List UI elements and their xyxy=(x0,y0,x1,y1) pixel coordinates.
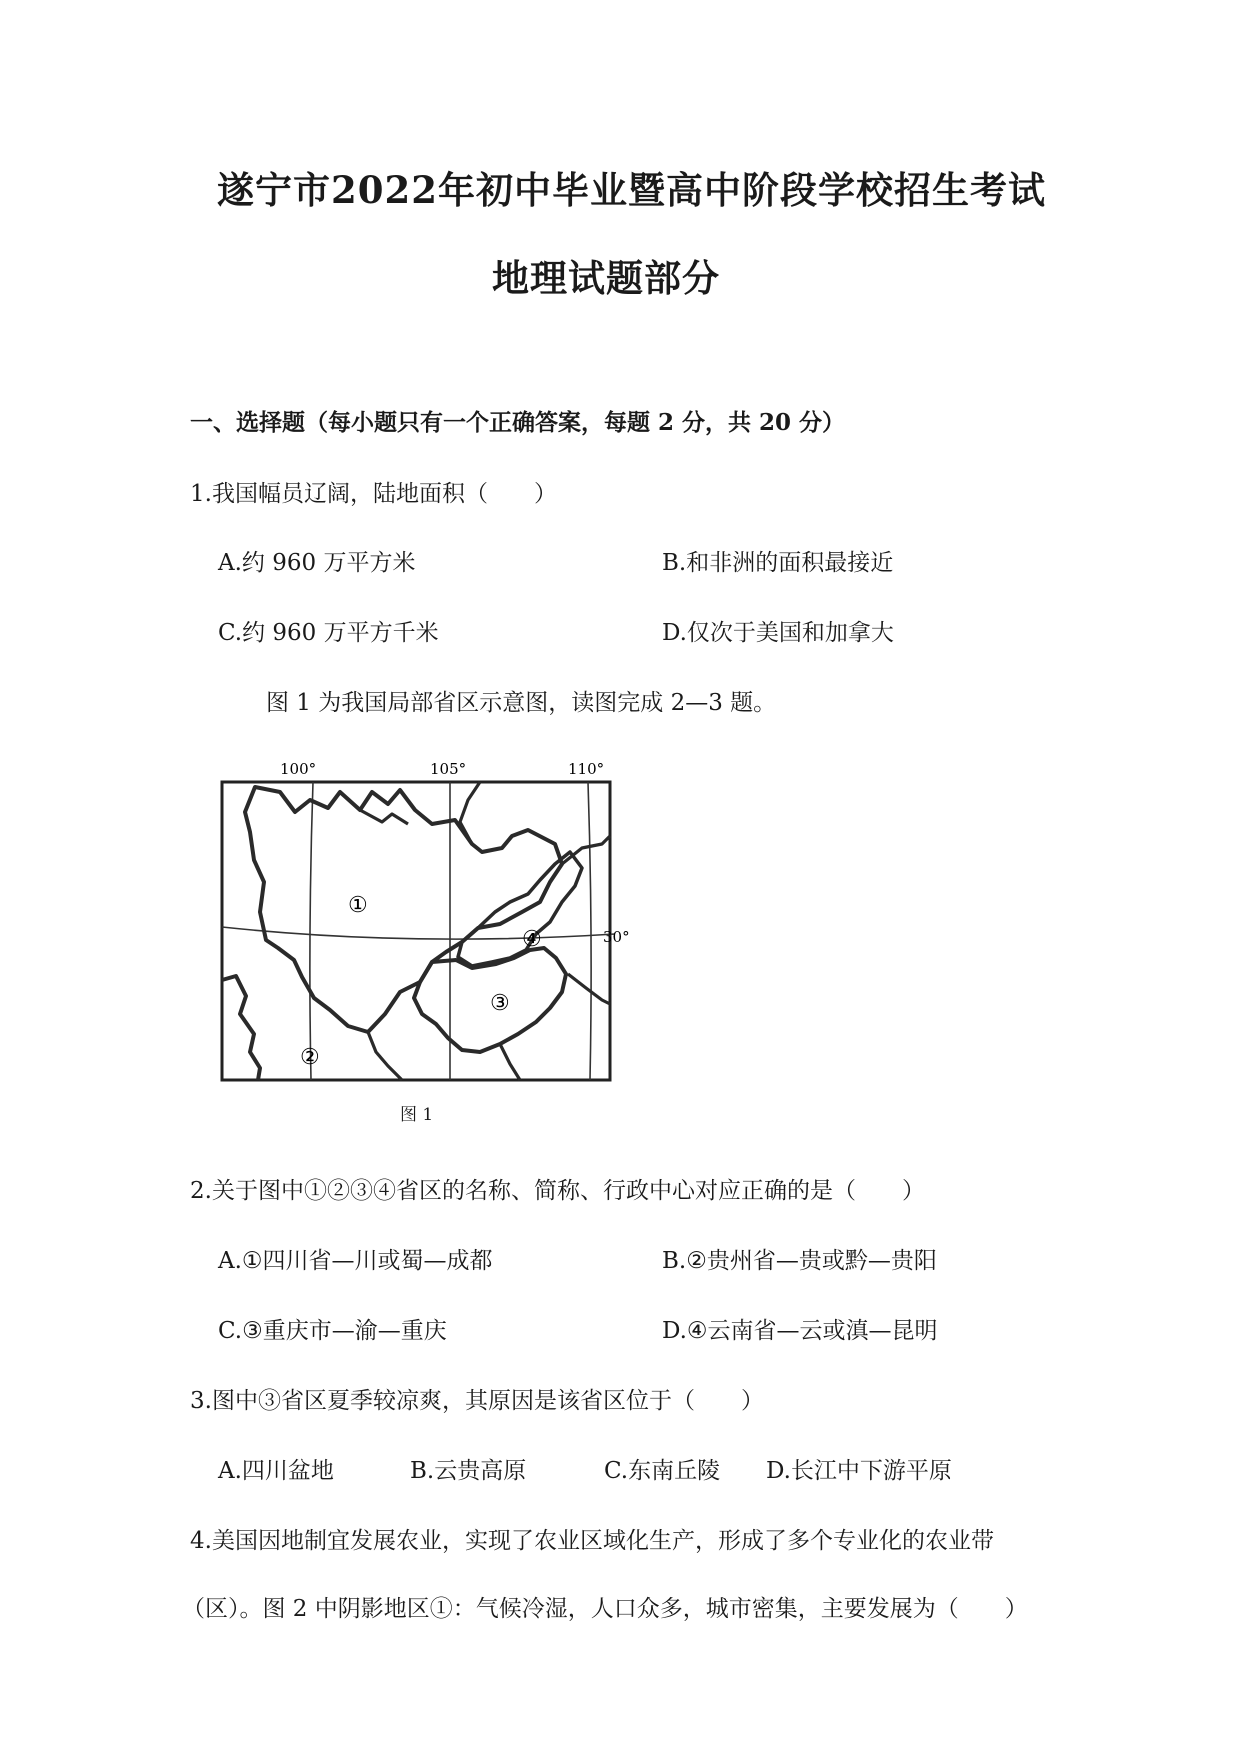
region-label-1: ① xyxy=(348,893,368,918)
meridian-100 xyxy=(310,782,313,1080)
question-1-stem: 1.我国幅员辽阔，陆地面积（ ） xyxy=(190,481,557,507)
question-2-option-b: B.②贵州省—贵或黔—贵阳 xyxy=(662,1248,937,1274)
figure-1-caption: 图 1 xyxy=(400,1105,434,1125)
region-label-2: ② xyxy=(300,1045,320,1070)
question-4-stem-line2: （区）。图 2 中阴影地区①：气候冷湿，人口众多，城市密集，主要发展为（ ） xyxy=(182,1596,1028,1622)
region-4-boundary xyxy=(458,852,582,966)
question-3-stem: 3.图中③省区夏季较凉爽，其原因是该省区位于（ ） xyxy=(190,1388,764,1414)
question-1-option-d: D.仅次于美国和加拿大 xyxy=(662,620,894,646)
question-2-option-a: A.①四川省—川或蜀—成都 xyxy=(218,1248,493,1274)
question-1-option-c: C.约 960 万平方千米 xyxy=(218,620,439,646)
lon-label-105: 105° xyxy=(430,760,467,778)
figure-1-intro: 图 1 为我国局部省区示意图，读图完成 2—3 题。 xyxy=(266,690,777,716)
region-label-4: ④ xyxy=(522,927,542,952)
region-label-3: ③ xyxy=(490,991,510,1016)
region-border-south xyxy=(368,1032,520,1080)
question-2-option-d: D.④云南省—云或滇—昆明 xyxy=(662,1318,938,1344)
page-subtitle: 地理试题部分 xyxy=(492,256,720,300)
question-2-stem: 2.关于图中①②③④省区的名称、简称、行政中心对应正确的是（ ） xyxy=(190,1178,925,1204)
question-3-option-d: D.长江中下游平原 xyxy=(766,1458,952,1484)
section-heading: 一、选择题（每小题只有一个正确答案，每题 2 分，共 20 分） xyxy=(190,409,846,436)
region-2-boundary xyxy=(222,976,260,1080)
question-3-option-c: C.东南丘陵 xyxy=(604,1458,721,1484)
question-4-stem-line1: 4.美国因地制宜发展农业，实现了农业区域化生产，形成了多个专业化的农业带 xyxy=(190,1528,994,1554)
lat-label-30: 30° xyxy=(603,928,630,946)
question-2-option-c: C.③重庆市—渝—重庆 xyxy=(218,1318,447,1344)
question-3-option-a: A.四川盆地 xyxy=(218,1458,334,1484)
question-3-option-b: B.云贵高原 xyxy=(410,1458,527,1484)
map-frame xyxy=(222,782,610,1080)
meridian-110 xyxy=(588,782,591,1080)
question-1-option-a: A.约 960 万平方米 xyxy=(218,550,416,576)
lon-label-110: 110° xyxy=(568,760,605,778)
page-title: 遂宁市2022年初中毕业暨高中阶段学校招生考试 xyxy=(217,168,1046,212)
figure-1-map xyxy=(210,752,640,1087)
parallel-30 xyxy=(222,927,615,939)
region-1-boundary xyxy=(245,787,562,1032)
lon-label-100: 100° xyxy=(280,760,317,778)
question-1-option-b: B.和非洲的面积最接近 xyxy=(662,550,894,576)
region-border-east xyxy=(562,836,610,1004)
